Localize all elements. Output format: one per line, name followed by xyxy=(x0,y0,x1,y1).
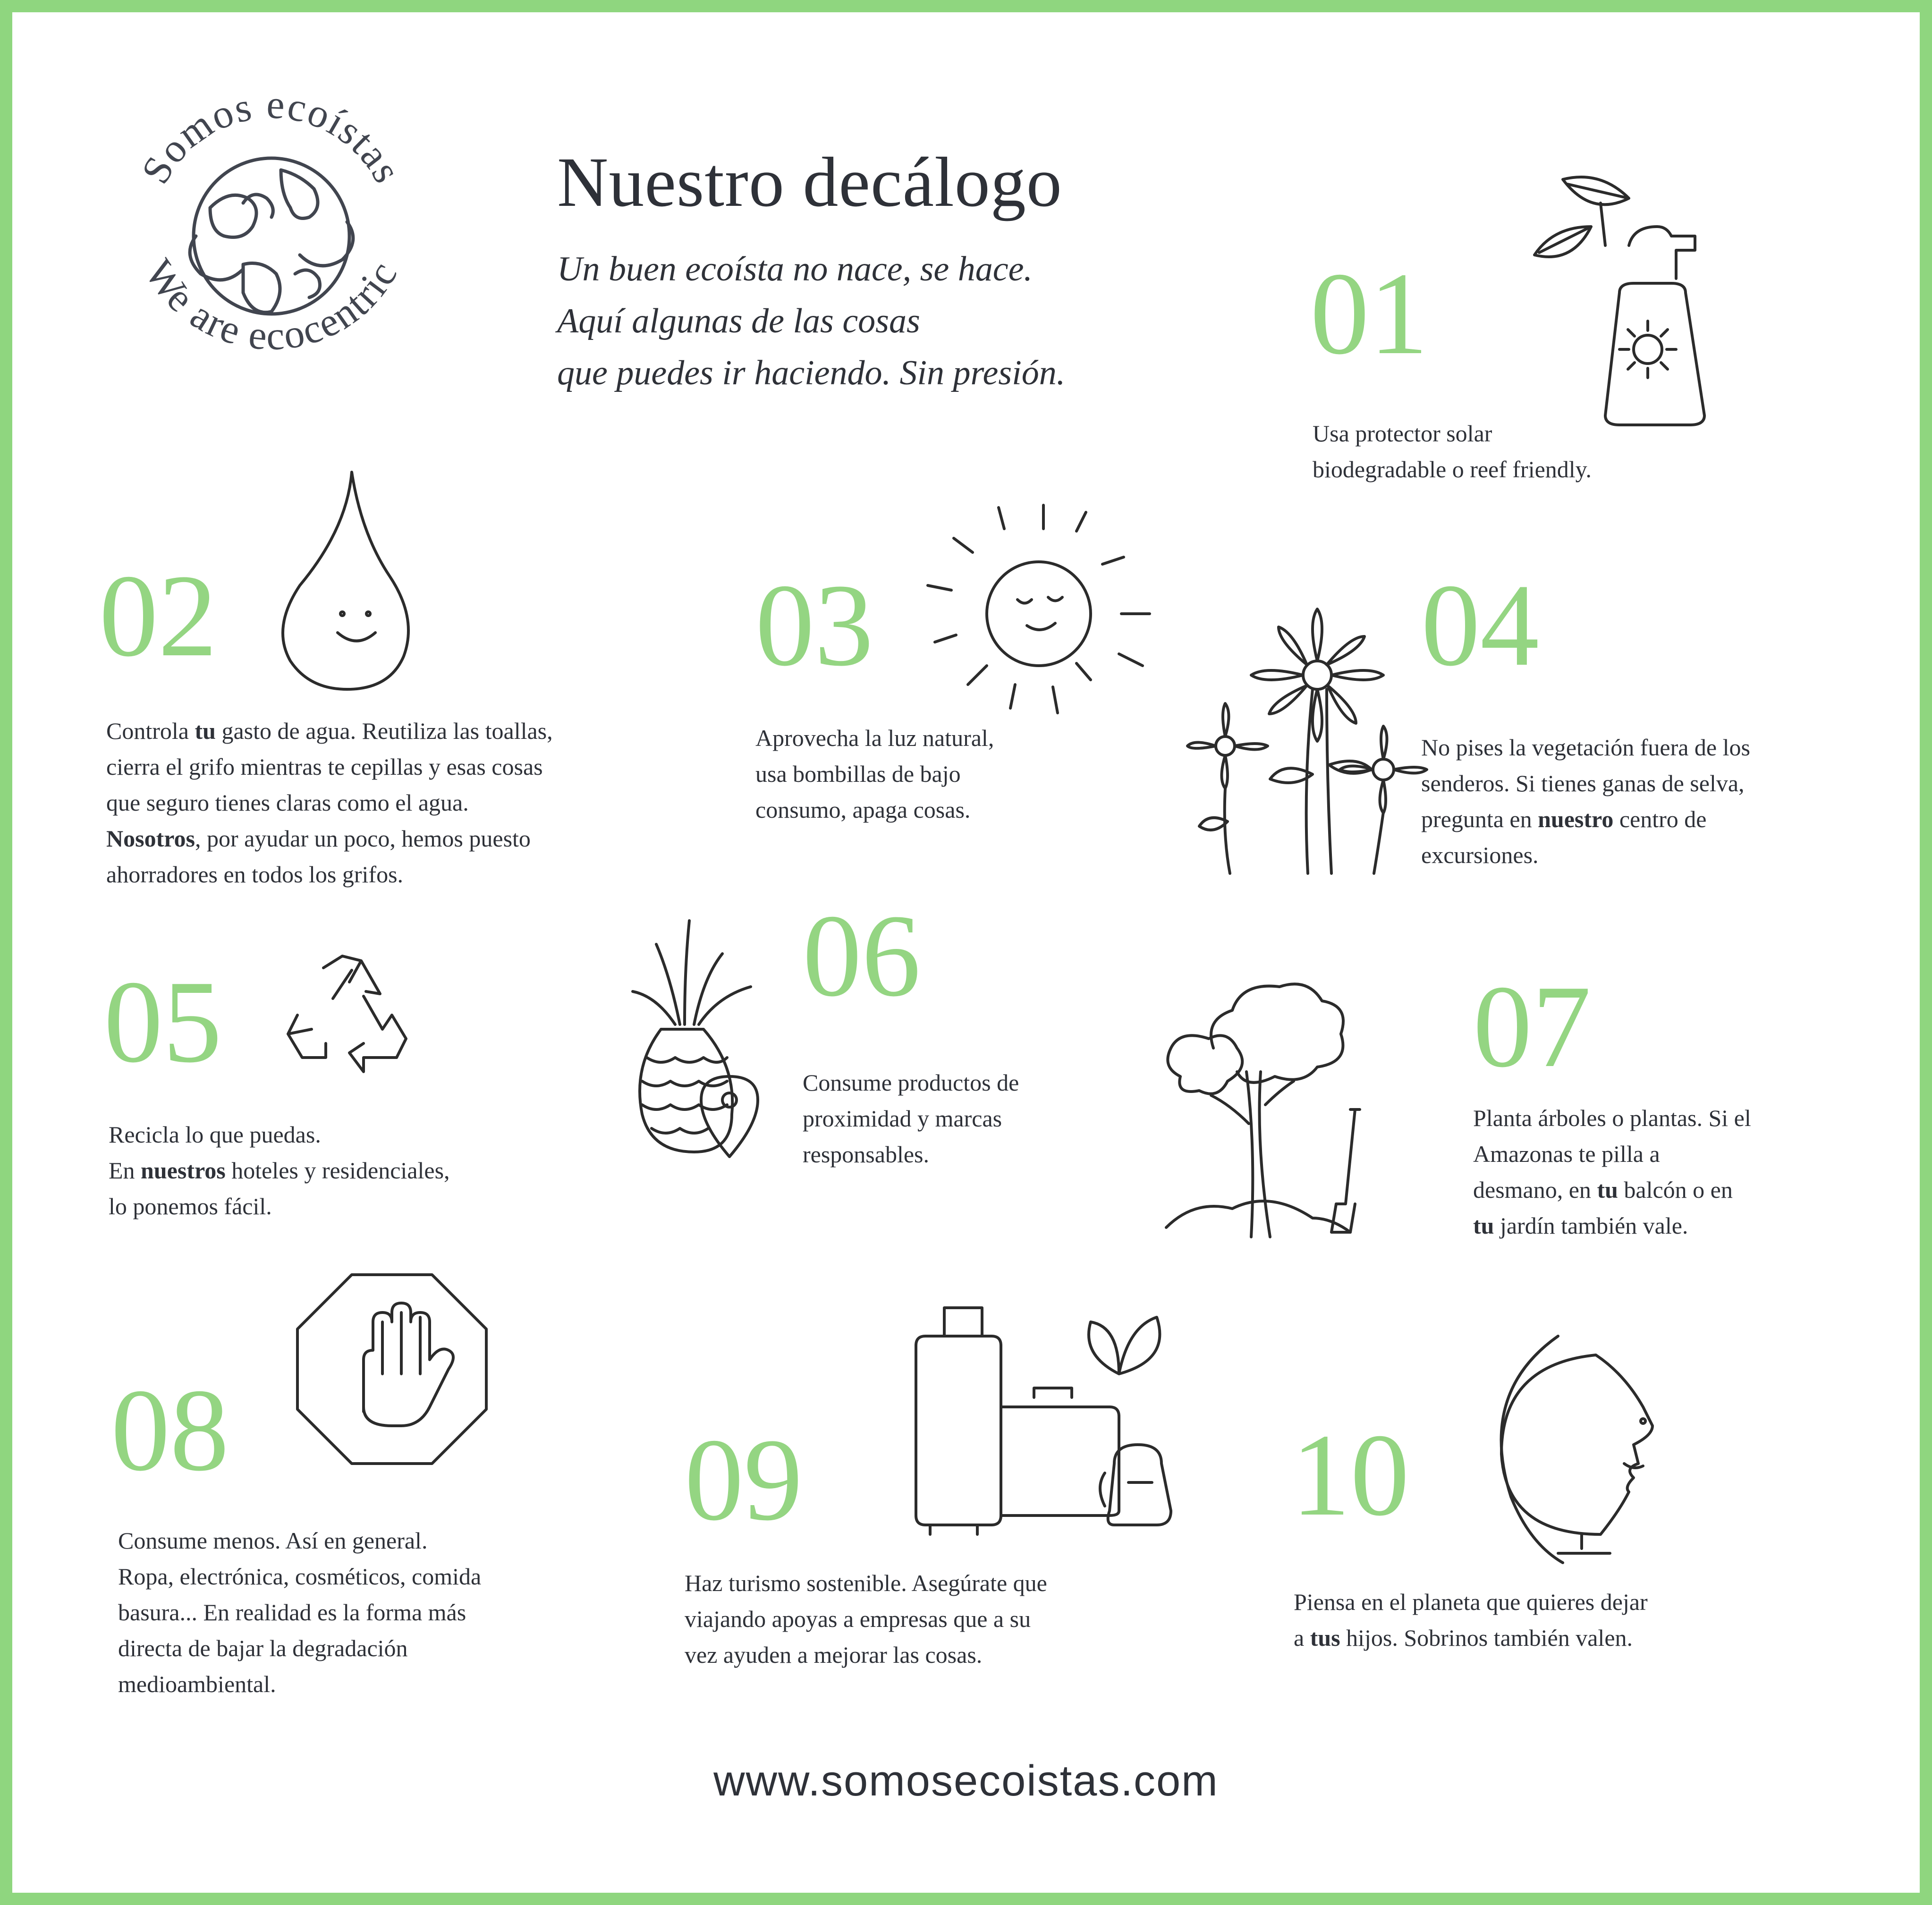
item-text-segment: desmano, en xyxy=(1473,1177,1597,1203)
logo-bottom-text: We are ecocentric xyxy=(136,251,407,359)
item-text-line xyxy=(109,1117,450,1152)
page-title: Nuestro decálogo xyxy=(557,143,1062,221)
item-text-line xyxy=(1421,729,1750,765)
item-text-line xyxy=(118,1594,481,1630)
item-text-segment: basura... En realidad es la forma más xyxy=(118,1599,466,1626)
item-text-segment: centro de xyxy=(1613,806,1707,832)
item-text-segment: lo ponemos fácil. xyxy=(109,1193,272,1219)
item-text-segment: Aprovecha la luz natural, xyxy=(755,725,994,751)
item-text-line xyxy=(1313,415,1592,451)
item-text-segment: Planta árboles o plantas. Si el xyxy=(1473,1105,1751,1131)
item-text-segment: medioambiental. xyxy=(118,1671,276,1697)
sun-icon xyxy=(925,500,1152,718)
item-text-emphasis: tu xyxy=(195,718,216,744)
item-text-line xyxy=(755,720,994,756)
item-text-segment: usa bombillas de bajo xyxy=(755,761,961,787)
item-text-line xyxy=(803,1065,1019,1101)
item-number: 02 xyxy=(99,550,217,681)
item-number: 06 xyxy=(803,890,921,1021)
subtitle-line: que puedes ir haciendo. Sin presión. xyxy=(557,354,1066,392)
item-text-line xyxy=(106,785,553,821)
item-text-segment: pregunta en xyxy=(1421,806,1538,832)
item-text-emphasis: tus xyxy=(1310,1625,1340,1651)
item-number: 09 xyxy=(685,1414,803,1545)
item-text xyxy=(106,713,553,892)
item-text-line xyxy=(1421,837,1750,873)
item-text xyxy=(1473,1100,1751,1244)
item-number: 07 xyxy=(1473,961,1591,1092)
item-text-line xyxy=(803,1136,1019,1172)
item-text xyxy=(685,1565,1047,1673)
stop-hand-icon xyxy=(293,1270,491,1468)
item-text-line xyxy=(118,1523,481,1558)
pineapple-location-icon xyxy=(628,916,770,1161)
item-text-line xyxy=(118,1666,481,1702)
item-text-segment: hijos. Sobrinos también valen. xyxy=(1340,1625,1633,1651)
item-text-segment: balcón o en xyxy=(1618,1177,1733,1203)
item-text-line xyxy=(106,821,553,856)
subtitle-line: Un buen ecoísta no nace, se hace. xyxy=(557,250,1033,288)
item-text-segment: ahorradores en todos los grifos. xyxy=(106,861,404,888)
item-text-segment: Consume menos. Así en general. xyxy=(118,1527,428,1554)
item-text-line xyxy=(109,1152,450,1188)
item-text xyxy=(109,1117,450,1224)
item-text-segment: senderos. Si tienes ganas de selva, xyxy=(1421,770,1745,796)
sunscreen-bottle-icon xyxy=(1478,161,1714,425)
item-text xyxy=(755,720,994,828)
item-text-line xyxy=(1473,1208,1751,1244)
item-text-segment: hoteles y residenciales, xyxy=(225,1157,450,1184)
subtitle-line: Aquí algunas de las cosas xyxy=(557,302,920,340)
item-text xyxy=(1421,729,1750,873)
item-text-line xyxy=(755,792,994,828)
item-number: 04 xyxy=(1421,560,1539,691)
item-text-segment: jardín también vale. xyxy=(1494,1212,1688,1239)
item-text-line xyxy=(1421,765,1750,801)
svg-text:We are ecocentric xyxy=(136,251,407,358)
item-text-line xyxy=(118,1558,481,1594)
item-text-segment: responsables. xyxy=(803,1141,929,1168)
item-text-segment: proximidad y marcas xyxy=(803,1105,1002,1132)
item-text-line xyxy=(1473,1136,1751,1172)
item-text-line xyxy=(1421,801,1750,837)
luggage-icon xyxy=(911,1294,1190,1539)
item-text-segment: cierra el grifo mientras te cepillas y esas cosas xyxy=(106,754,543,780)
item-text xyxy=(803,1065,1019,1172)
item-text-line xyxy=(118,1630,481,1666)
item-text-line xyxy=(803,1101,1019,1136)
item-text-line xyxy=(1473,1100,1751,1136)
item-text-segment: biodegradable o reef friendly. xyxy=(1313,456,1592,483)
item-number: 08 xyxy=(111,1365,229,1496)
item-text-segment: Haz turismo sostenible. Asegúrate que xyxy=(685,1570,1047,1596)
hugged-earth-icon xyxy=(190,158,353,314)
item-text-segment: Controla xyxy=(106,718,195,744)
item-text-line xyxy=(106,749,553,785)
item-text-line xyxy=(1313,451,1592,487)
item-text-segment: Ropa, electrónica, cosméticos, comida xyxy=(118,1563,482,1590)
item-text-segment: Amazonas te pilla a xyxy=(1473,1141,1660,1167)
item-text-line xyxy=(1294,1620,1648,1656)
item-text-segment: gasto de agua. Reutiliza las toallas, xyxy=(215,718,553,744)
item-text-segment: No pises la vegetación fuera de los xyxy=(1421,734,1750,761)
item-text-segment: consumo, apaga cosas. xyxy=(755,796,971,823)
item-text-segment: que seguro tienes claras como el agua. xyxy=(106,789,469,816)
website-link[interactable]: www.somosecoistas.com xyxy=(713,1757,1219,1805)
flowers-icon xyxy=(1185,604,1431,873)
item-text-segment: vez ayuden a mejorar las cosas. xyxy=(685,1642,983,1668)
item-text-segment: En xyxy=(109,1157,141,1184)
item-text-segment: a xyxy=(1294,1625,1310,1651)
item-text xyxy=(118,1523,481,1702)
item-text-line xyxy=(106,856,553,892)
item-text xyxy=(1313,415,1592,487)
item-text-emphasis: tu xyxy=(1597,1177,1618,1203)
item-text-line xyxy=(685,1637,1047,1673)
item-text-segment: Usa protector solar xyxy=(1313,420,1492,447)
item-text-emphasis: Nosotros xyxy=(106,825,195,852)
item-text-segment: Piensa en el planeta que quieres dejar xyxy=(1294,1589,1648,1615)
item-text-line xyxy=(106,713,553,749)
item-text-emphasis: nuestro xyxy=(1538,806,1614,832)
item-text-line xyxy=(755,756,994,792)
page-subtitle xyxy=(557,243,1065,399)
item-text-segment: Consume productos de xyxy=(803,1069,1019,1096)
item-text-line xyxy=(685,1565,1047,1601)
item-text-emphasis: tu xyxy=(1473,1212,1494,1239)
item-text-line xyxy=(685,1601,1047,1637)
item-text-emphasis: nuestros xyxy=(141,1157,226,1184)
item-number: 10 xyxy=(1291,1410,1409,1541)
brand-logo xyxy=(102,66,441,406)
item-number: 05 xyxy=(104,957,222,1087)
item-text-line xyxy=(1473,1172,1751,1208)
item-number: 01 xyxy=(1310,248,1428,379)
item-text-line xyxy=(1294,1584,1648,1620)
item-text-segment: directa de bajar la degradación xyxy=(118,1635,408,1661)
item-text-segment: excursiones. xyxy=(1421,842,1539,868)
item-text-segment: Recicla lo que puedas. xyxy=(109,1121,321,1148)
item-text-segment: viajando apoyas a empresas que a su xyxy=(685,1606,1031,1632)
tree-shovel-icon xyxy=(1161,982,1388,1237)
item-number: 03 xyxy=(755,560,873,691)
item-text-segment: , por ayudar un poco, hemos puesto xyxy=(195,825,531,852)
item-text-line xyxy=(109,1188,450,1224)
item-text xyxy=(1294,1584,1648,1656)
water-drop-icon xyxy=(279,467,434,689)
logo-top-text: Somos ecoístas xyxy=(132,81,411,191)
recycle-icon xyxy=(279,949,411,1081)
globe-icon xyxy=(1487,1327,1686,1558)
svg-text:Somos ecoístas xyxy=(132,81,411,191)
